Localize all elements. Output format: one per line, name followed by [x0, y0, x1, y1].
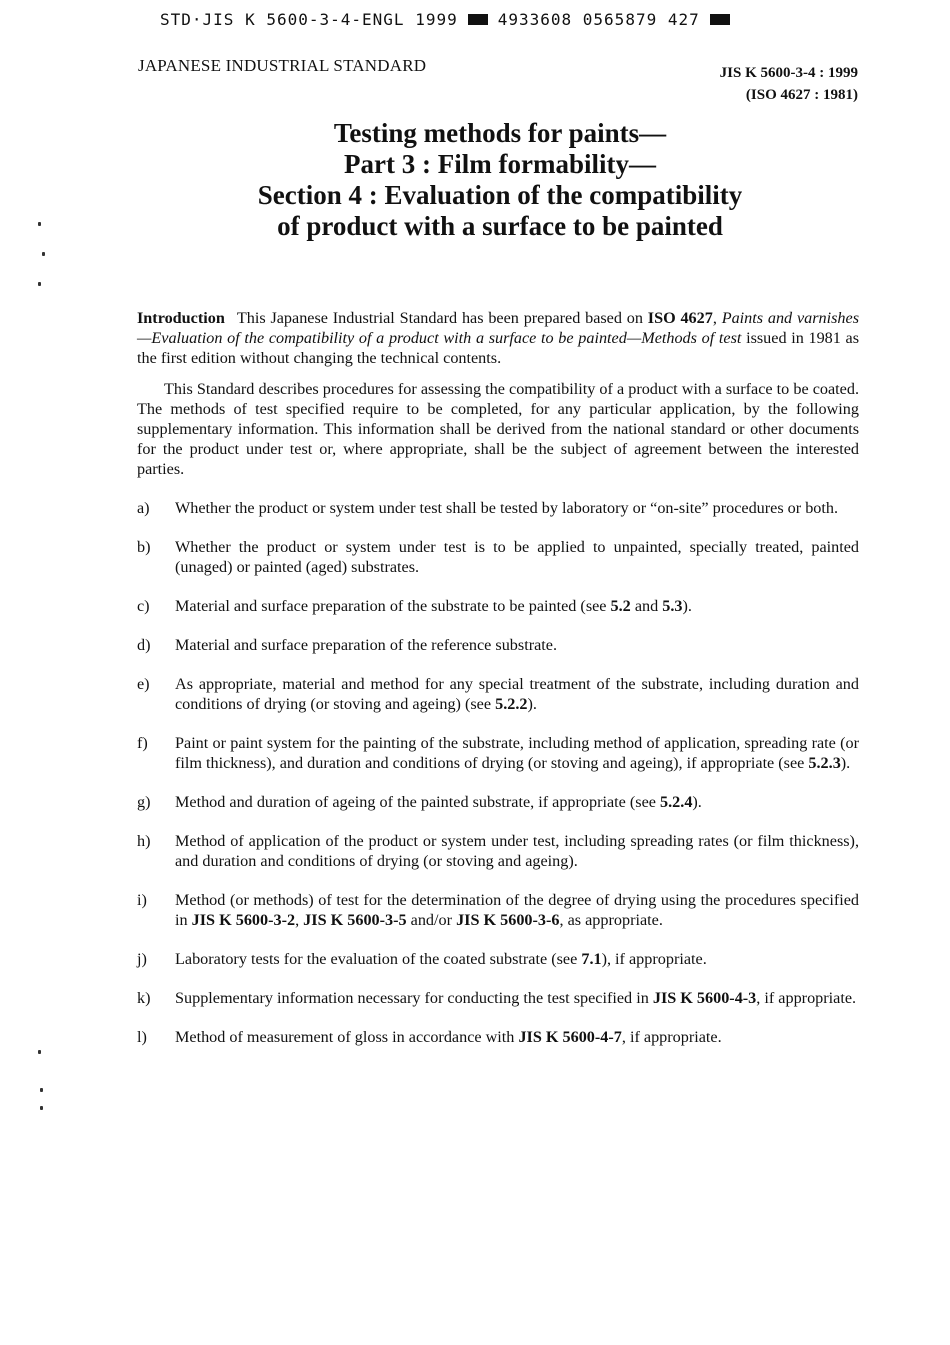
item-text-part: As appropriate, material and method for any special treatment of the substrate, including duration and conditions of drying (or stoving and ageing) (see — [175, 675, 859, 713]
scope-paragraph: This Standard describes procedures for assessing the compatibility of a product with a surface to be coated. The methods of test specified require to be completed, for any particular application, by the following supplementary information. This information shall be derived from the national standard or other documents for the product under test or, where appropriate, shall be the subject of agreement between the interested parties. — [137, 380, 859, 478]
list-item-text: Material and surface preparation of the reference substrate. — [175, 636, 558, 654]
item-text-part: ). — [527, 695, 537, 713]
intro-text-3: issued in 1981 as the first edition without changing the technical contents. — [137, 329, 860, 367]
header-numbers: 4933608 0565879 427 — [497, 9, 700, 29]
list-item-g — [137, 792, 859, 812]
document-title — [150, 118, 850, 242]
jis-label: JAPANESE INDUSTRIAL STANDARD — [138, 56, 427, 75]
item-text-part: ). — [692, 793, 702, 811]
list-item-a — [137, 498, 859, 518]
list-item-letter: e) — [137, 675, 150, 693]
document-body — [137, 308, 859, 1066]
title-line-2: Part 3 : Film formability— — [344, 149, 656, 179]
list-item-f — [137, 733, 859, 773]
standard-number-iso: (ISO 4627 : 1981) — [745, 87, 858, 103]
list-item-k — [137, 988, 859, 1008]
list-item-letter: l) — [137, 1028, 147, 1046]
item-text-part: , if appropriate. — [756, 989, 857, 1007]
list-item-letter: k) — [137, 989, 151, 1007]
standard-ref: JIS K 5600-3-6 — [456, 911, 560, 929]
list-item-text — [175, 674, 859, 714]
list-item-e — [137, 674, 859, 714]
item-text-part: , if appropriate. — [621, 1028, 722, 1046]
list-item-text — [175, 596, 859, 616]
clause-ref: 5.2.3 — [808, 754, 841, 772]
scan-speck — [38, 1050, 41, 1054]
list-item-letter: c) — [137, 597, 150, 615]
standard-number — [720, 62, 858, 106]
intro-iso-title: Paints and varnishes—Evaluation of the compatibility of a product with a surface to be painted—Methods of test — [137, 309, 860, 347]
list-item-h — [137, 831, 859, 871]
title-line-1: Testing methods for paints— — [333, 118, 667, 148]
list-item-j — [137, 949, 859, 969]
scan-speck — [42, 252, 45, 256]
intro-iso-ref: ISO 4627 — [647, 309, 713, 327]
list-item-letter: g) — [137, 793, 151, 811]
list-item-letter: f) — [137, 734, 148, 752]
title-line-4: of product with a surface to be painted — [277, 211, 723, 241]
list-item-l — [137, 1027, 859, 1047]
clause-ref: 5.2.2 — [495, 695, 528, 713]
item-text-part: ), if appropriate. — [601, 950, 707, 968]
standard-ref: JIS K 5600-3-5 — [303, 911, 407, 929]
list-item-text: Whether the product or system under test shall be tested by laboratory or “on-site” procedures or both. — [175, 499, 839, 517]
list-item-text — [175, 792, 859, 812]
title-line-3: Section 4 : Evaluation of the compatibility — [257, 180, 743, 210]
header-block-mark-1 — [468, 14, 488, 25]
scan-speck — [38, 282, 41, 286]
item-text-part: Material and surface preparation of the substrate to be painted (see — [175, 597, 611, 615]
header-code: STD·JIS K 5600-3-4-ENGL 1999 — [160, 9, 458, 29]
item-text-part: and — [630, 597, 663, 615]
item-text-part: and/or — [406, 911, 457, 929]
scan-speck — [38, 222, 41, 226]
scan-speck — [40, 1106, 43, 1110]
clause-ref: 5.3 — [662, 597, 683, 615]
clause-ref: 7.1 — [581, 950, 602, 968]
list-item-c — [137, 596, 859, 616]
item-text-part: Method (or methods) of test for the determination of the degree of drying using the procedures specified in — [175, 891, 859, 929]
list-item-i — [137, 890, 859, 930]
list-item-text — [175, 1027, 859, 1047]
supplementary-info-list — [137, 498, 859, 1047]
item-text-part: Method of measurement of gloss in accordance with — [175, 1028, 519, 1046]
list-item-text — [175, 733, 859, 773]
standard-number-jis: JIS K 5600-3-4 : 1999 — [719, 65, 858, 81]
header-block-mark-2 — [710, 14, 730, 25]
clause-ref: 5.2 — [610, 597, 631, 615]
list-item-letter: d) — [137, 636, 151, 654]
list-item-letter: h) — [137, 832, 151, 850]
list-item-text: Whether the product or system under test is to be applied to unpainted, specially treated, painted (unaged) or painted (aged) substrates. — [175, 538, 859, 576]
list-item-letter: i) — [137, 891, 147, 909]
item-text-part: ). — [840, 754, 851, 772]
clause-ref: 5.2.4 — [660, 793, 693, 811]
list-item-text — [175, 949, 859, 969]
intro-text-1: This Japanese Industrial Standard has been prepared based on — [236, 309, 648, 327]
standard-ref: JIS K 5600-4-3 — [652, 989, 757, 1007]
document-header-strip — [160, 6, 800, 32]
item-text-part: Laboratory tests for the evaluation of the coated substrate (see — [175, 950, 582, 968]
list-item-d — [137, 635, 859, 655]
intro-text-2: , — [712, 309, 722, 327]
item-text-part: , as appropriate. — [559, 911, 663, 929]
standard-ref: JIS K 5600-4-7 — [518, 1028, 622, 1046]
list-item-text: Method of application of the product or system under test, including spreading rates (or film thickness), and duration and conditions of drying (or stoving and ageing). — [175, 832, 859, 870]
item-text-part: ). — [682, 597, 692, 615]
list-item-b — [137, 537, 859, 577]
list-item-letter: b) — [137, 538, 151, 556]
item-text-part: Method and duration of ageing of the painted substrate, if appropriate (see — [175, 793, 661, 811]
introduction-heading: Introduction — [137, 309, 225, 327]
item-text-part: Paint or paint system for the painting of the substrate, including method of application, spreading rate (or film thickness), and duration and conditions of drying (or stoving and ageing), if appropriate (see — [175, 734, 859, 772]
item-text-part: , — [295, 911, 304, 929]
list-item-letter: j) — [137, 950, 147, 968]
introduction-paragraph — [137, 308, 859, 368]
scan-speck — [40, 1088, 43, 1092]
item-text-part: Supplementary information necessary for conducting the test specified in — [175, 989, 653, 1007]
list-item-letter: a) — [137, 499, 150, 517]
list-item-text — [175, 988, 859, 1008]
standard-ref: JIS K 5600-3-2 — [191, 911, 296, 929]
list-item-text — [175, 890, 859, 930]
